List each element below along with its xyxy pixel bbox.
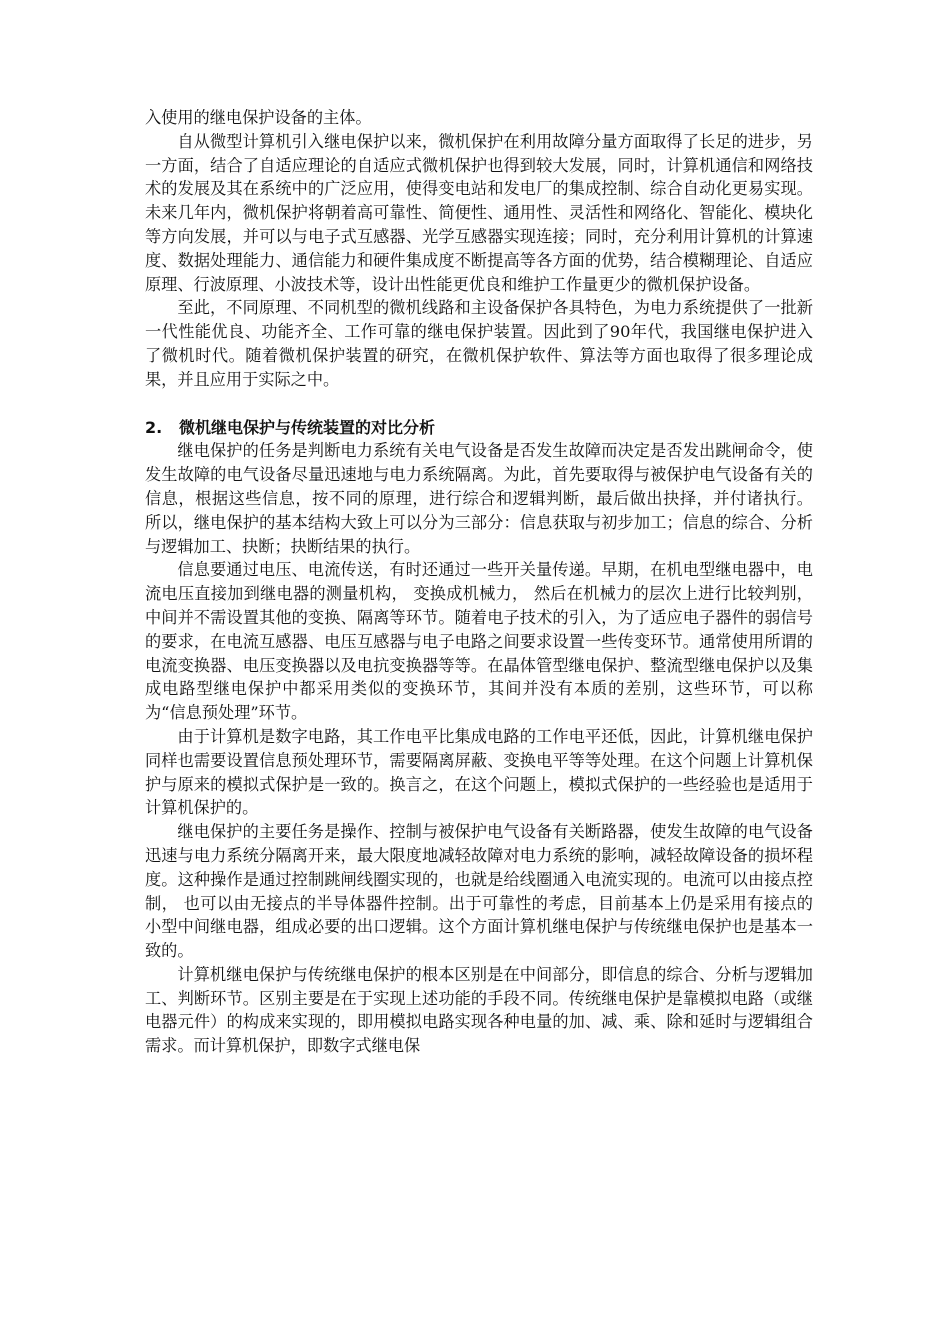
paragraph: 计算机继电保护与传统继电保护的根本区别是在中间部分，即信息的综合、分析与逻辑加工、判断环节。区别主要是在于实现上述功能的手段不同。传统继电保护是靠模拟电路（或继电器元件）的构成来实现的，即用模拟电路实现各种电量的加、减、乘、除和延时与逻辑组合需求。而计算机保护，即数字式继电保 — [145, 964, 813, 1056]
paragraph: 入使用的继电保护设备的主体。 — [145, 108, 372, 127]
paragraph: 继电保护的任务是判断电力系统有关电气设备是否发生故障而决定是否发出跳闸命令，使发生故障的电气设备尽量迅速地与电力系统隔离。为此，首先要取得与被保护电气设备有关的信息，根据这些信息，按不同的原理，进行综合和逻辑判断，最后做出抉择，并付诸执行。 所以，继电保护的基本结构大致上可以分为三部分：信息获取与初步加工；信息的综合、分析与逻辑加工、抉断；抉断结果的执行。 — [145, 441, 813, 556]
section-number: 2. — [145, 417, 163, 437]
paragraph: 继电保护的主要任务是操作、控制与被保护电气设备有关断路器，使发生故障的电气设备迅速与电力系统分隔离开来，最大限度地减轻故障对电力系统的影响，减轻故障设备的损坏程度。这种操作是通过控制跳闸线圈实现的，也就是给线圈通入电流实现的。电流可以由接点控制， 也可以由无接点的半导体器件控制。出于可靠性的考虑，目前基本上仍是采用有接点的小型中间继电器，组成必要的出口逻辑。这个方面计算机继电保护与传统继电保护也是基本一致的。 — [145, 822, 813, 961]
paragraph: 自从微型计算机引入继电保护以来，微机保护在利用故障分量方面取得了长足的进步，另一方面，结合了自适应理论的自适应式微机保护也得到较大发展，同时，计算机通信和网络技术的发展及其在系统中的广泛应用，使得变电站和发电厂的集成控制、综合自动化更易实现。未来几年内，微机保护将朝着高可靠性、简便性、通用性、灵活性和网络化、智能化、模块化等方向发展，并可以与电子式互感器、光学互感器实现连接；同时，充分利用计算机的计算速度、数据处理能力、通信能力和硬件集成度不断提高等各方面的优势，结合模糊理论、自适应原理、行波原理、小波技术等，设计出性能更优良和维护工作量更少的微机保护设备。 — [145, 131, 813, 294]
paragraph: 由于计算机是数字电路，其工作电平比集成电路的工作电平还低，因此，计算机继电保护同样也需要设置信息预处理环节，需要隔离屏蔽、变换电平等等处理。在这个问题上计算机保护与原来的模拟式保护是一致的。换言之，在这个问题上，模拟式保护的一些经验也是适用于计算机保护的。 — [145, 726, 813, 818]
paragraph: 至此，不同原理、不同机型的微机线路和主设备保护各具特色，为电力系统提供了一批新一代性能优良、功能齐全、工作可靠的继电保护装置。因此到了90年代，我国继电保护进入了微机时代。随着微机保护装置的研究，在微机保护软件、算法等方面也取得了很多理论成果，并且应用于实际之中。 — [145, 298, 813, 389]
section-heading — [145, 416, 813, 440]
paragraph: 信息要通过电压、电流传送，有时还通过一些开关量传递。早期，在机电型继电器中，电流电压直接加到继电器的测量机构， 变换成机械力， 然后在机械力的层次上进行比较判别，中间并不需设置其他的变换、隔离等环节。随着电子技术的引入，为了适应电子器件的弱信号的要求，在电流互感器、电压互感器与电子电路之间要求设置一些传变环节。通常使用所谓的电流变换器、电压变换器以及电抗变换器等等。在晶体管型继电保护、整流型继电保护以及集成电路型继电保护中都采用类似的变换环节，其间并没有本质的差别，这些环节，可以称为“信息预处理”环节。 — [145, 560, 813, 723]
document-page — [145, 106, 813, 1058]
section-title: 微机继电保护与传统装置的对比分析 — [179, 417, 436, 437]
